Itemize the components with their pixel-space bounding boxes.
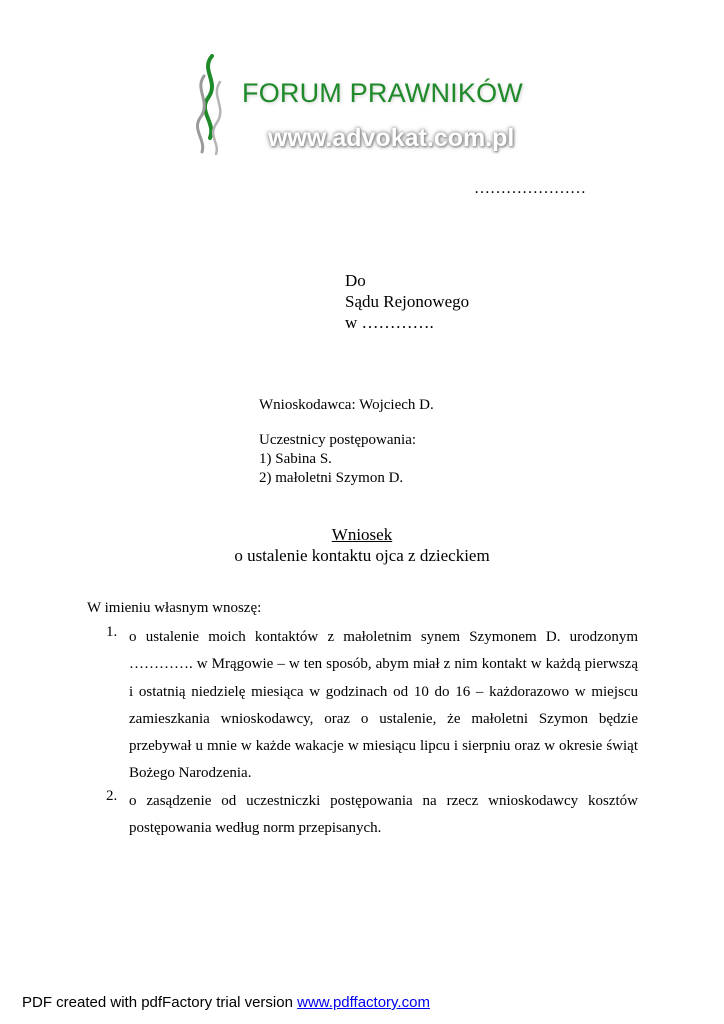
document-subtitle: o ustalenie kontaktu ojca z dzieckiem [234,546,490,565]
participant-1: 1) Sabina S. [259,451,332,467]
addressee-line-2: Sądu Rejonowego [345,292,470,311]
footer-text: PDF created with pdfFactory trial version [22,994,298,1011]
addressee-block [345,270,469,333]
document-title-block [0,524,724,566]
footer-link[interactable]: www.pdffactory.com [297,994,430,1011]
participants-label: Uczestnicy postępowania: [259,432,417,448]
place-date-placeholder: ………………… [474,180,586,197]
logo-url: www.advokat.com.pl [268,124,515,152]
applicant-line: Wnioskodawca: Wojciech D. [259,397,434,413]
flame-swirl-logo-icon [190,52,240,157]
addressee-line-3: w …………. [345,313,434,332]
logo-title: FORUM PRAWNIKÓW [242,78,523,108]
parties-block [259,396,434,488]
request-item [106,624,638,788]
request-intro: W imieniu własnym wnoszę: [87,600,262,616]
request-item-text: o zasądzenie od uczestniczki postępowania na rzecz wnioskodawcy kosztów postępowania według norm przepisanych. [129,793,638,837]
request-item-number: 2. [106,788,118,804]
document-title: Wniosek [331,525,393,544]
addressee-line-1: Do [345,271,366,290]
pdf-footer [22,994,430,1011]
forum-prawnikow-logo [190,52,540,162]
participant-2: 2) małoletni Szymon D. [259,470,404,486]
request-item [106,788,638,843]
request-item-number: 1. [106,624,118,640]
request-item-text: o ustalenie moich kontaktów z małoletnim synem Szymonem D. urodzonym …………. w Mrągowie – w ten sposób, abym miał z nim kontakt w każdą pierwszą i ostatnią niedzielę miesiąca w godzinach od 10 do 16 – każdorazowo w miejscu zamieszkania wnioskodawcy, oraz o ustalenie, że małoletni Szymon będzie przebywał u mnie w każde wakacje w miesiącu lipcu i sierpniu oraz w okresie świąt Bożego Narodzenia. [129,629,638,782]
